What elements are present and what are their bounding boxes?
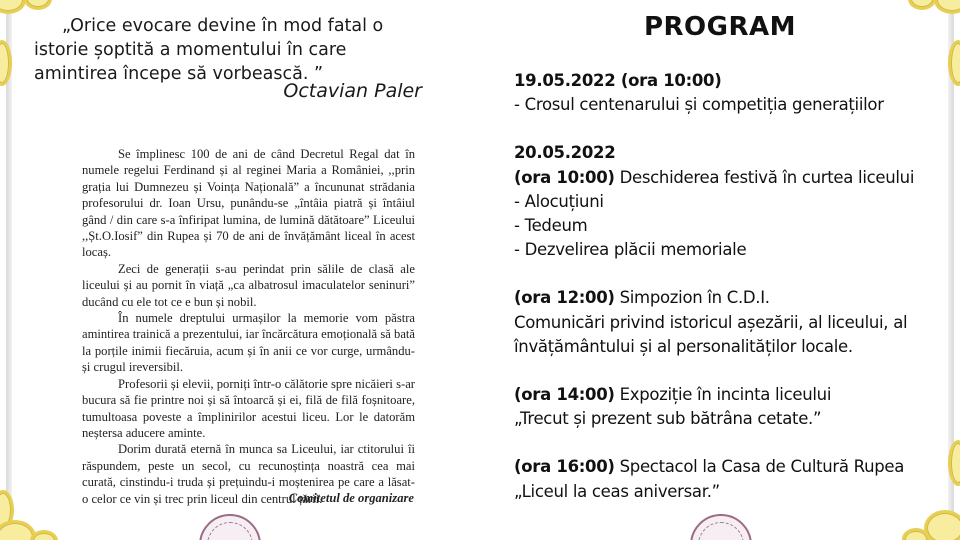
epigraph-quote: „Orice evocare devine în mod fatal o istorie șoptită a momentului în care amintirea începe să vorbească. ” <box>34 16 384 84</box>
schedule-day-20 <box>514 141 944 262</box>
schedule-show <box>514 455 944 503</box>
schedule-line: (ora 10:00) Deschiderea festivă în curtea liceului <box>514 167 915 187</box>
schedule-line: 19.05.2022 (ora 10:00) <box>514 71 722 90</box>
letter-paragraph: Se împlinesc 100 de ani de când Decretul Regal dat în numele regelui Ferdinand și al reginei Maria a României, ,,prin grația lui Dumnezeu și Voința Națională” a încununat strădania profesorului dr. Ioan Ursu, punându-se „întâia piatră și întâiul gând / din care s-a înfiripat lumina, de lumină dătătoare” Liceului ,,Șt.O.Iosif” din Rupea și 70 de ani de învățământ liceal în acest locaș. <box>82 147 415 260</box>
letter-paragraph: Dorim durată eternă în munca sa Liceului, iar ctitorului îi răspundem, peste un secol, cu recunoștința noastră cea mai curată, cinstindu-i truda și prețuindu-i moștenirea pe care a lăsat-o celor ce vin și trec prin liceul din centrul țării. <box>82 442 415 506</box>
schedule-line: - Tedeum <box>514 216 588 236</box>
schedule-day-19 <box>514 69 944 117</box>
quote-author: Octavian Paler <box>283 80 422 102</box>
schedule-line: - Alocuțiuni <box>514 191 604 211</box>
ornament-icon <box>24 0 52 10</box>
ornament-icon <box>0 0 26 14</box>
schedule-line: (ora 12:00) Simpozion în C.D.I. <box>514 288 770 308</box>
letter-paragraph: Profesorii și elevii, porniți într-o călătorie spre nicăieri s-ar bucura să fie printre noi și să întoarcă și ei, filă de filă foșnitoare, tumultoasa poveste a împlinirilor acestui liceu. Lor le datorăm neștersa aducere aminte. <box>82 376 415 440</box>
schedule-line: 20.05.2022 <box>514 143 616 163</box>
ornament-icon <box>30 530 58 540</box>
schedule-line: „Trecut și prezent sub bătrâna cetate.” <box>514 409 822 429</box>
schedule-line: - Crosul centenarului și competiția generațiilor <box>514 95 884 115</box>
schedule-line: (ora 16:00) Spectacol la Casa de Cultură Rupea <box>514 457 905 477</box>
right-page <box>480 0 960 540</box>
schedule-symposium <box>514 286 944 359</box>
letter-paragraph: Zeci de generații s-au perindat prin sălile de clasă ale liceului și au pornit în viață „ca albatrosul imaculatelor seninuri” ducând cu ele tot ce e bun și nobil. <box>82 261 415 309</box>
schedule-line: Comunicări privind istoricul așezării, al liceului, al <box>514 312 908 332</box>
ornament-icon <box>908 0 936 10</box>
program-schedule <box>514 69 944 528</box>
letter-paragraph: În numele dreptului urmașilor la memorie vom păstra amintirea trainică a prezentului, iar încărcătura emoțională să bată la porțile inimii fiecăruia, acum și în anii ce vor curge, urmându-și crugul ireversibil. <box>82 311 415 375</box>
schedule-line: învățământului și al personalităților locale. <box>514 336 853 356</box>
schedule-line: (ora 14:00) Expoziție în incinta liceului <box>514 385 832 405</box>
signature: Comitetul de organizare <box>288 491 414 505</box>
anniversary-letter <box>82 146 415 507</box>
program-title: PROGRAM <box>643 12 797 42</box>
schedule-exhibition <box>514 383 944 431</box>
school-seal-icon <box>199 514 261 540</box>
schedule-line: - Dezvelirea plăcii memoriale <box>514 240 747 260</box>
schedule-line: „Liceul la ceas aniversar.” <box>514 481 720 501</box>
